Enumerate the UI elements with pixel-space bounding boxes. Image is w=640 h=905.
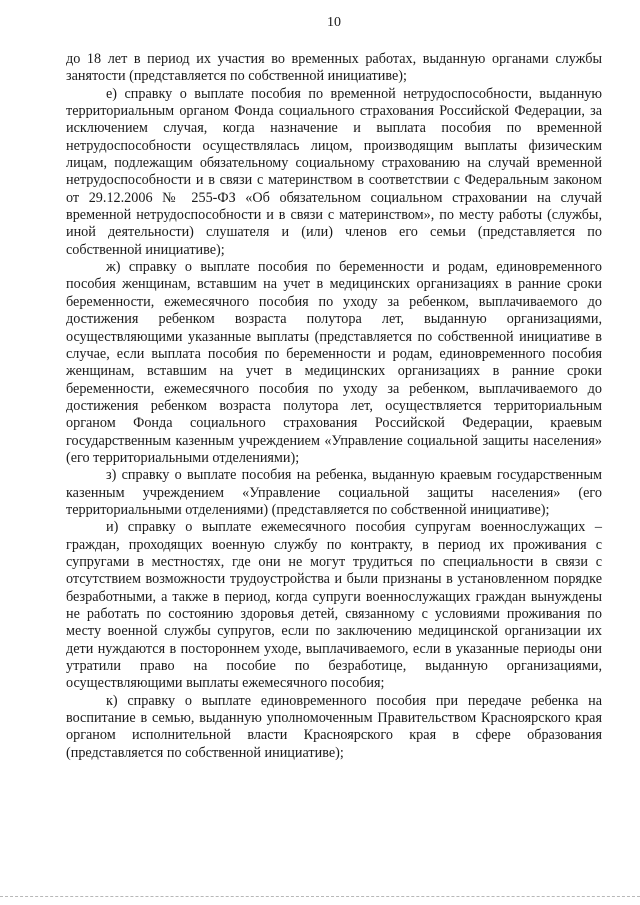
paragraph-item-i: и) справку о выплате ежемесячного пособия супругам военнослужащих – граждан, проходящих военную службу по контракту, в период их проживания с супругами в местностях, где они не могут трудиться по специальности в связи с отсутствием возможности трудоустройства и были признаны в установленном порядке безработными, а также в период, когда супруги военнослужащих граждан вынуждены не работать по состоянию здоровья детей, связанному с условиями проживания по месту военной службы супругов, если по заключению медицинской организации их дети нуждаются в постороннем уходе, выплачиваемого, если в указанные периоды они утратили право на пособие по безработице, выданную организациями, осуществляющими выплаты ежемесячного пособия; [66,519,602,692]
page-number: 10 [327,15,341,30]
paragraph-item-z: з) справку о выплате пособия на ребенка, выданную краевым государственным казенным учреждением «Управление социальной защиты населения» (его территориальными отделениями) (представляется по собственной инициативе); [66,467,602,518]
paragraph-item-e: е) справку о выплате пособия по временной нетрудоспособности, выданную территориальным органом Фонда социального страхования Российской Федерации, за исключением случая, когда назначение и выплата пособия по временной нетрудоспособности осуществлялась лицом, производящим выплаты физическим лицам, подлежащим обязательному социальному страхованию на случай временной нетрудоспособности и в связи с материнством в соответствии с Федеральным законом от 29.12.2006 № 255-ФЗ «Об обязательном социальном страховании на случай временной нетрудоспособности и в связи с материнством», по месту работы (службы, иной деятельности) слушателя и (или) членов его семьи (представляется по собственной инициативе); [66,85,602,258]
paragraph-continuation: до 18 лет в период их участия во временных работах, выданную органами службы занятости (представляется по собственной инициативе); [66,51,602,85]
scan-edge-line [0,896,640,897]
paragraph-item-zh: ж) справку о выплате пособия по беременности и родам, единовременного пособия женщинам, вставшим на учет в медицинских организациях в ранние сроки беременности, ежемесячного пособия по уходу за ребенком, выплачиваемого до достижения ребенком возраста полутора лет, выданную организациями, осуществляющими указанные выплаты (представляется по собственной инициативе в случае, если выплата пособия по беременности и родам, единовременного пособия женщинам, вставшим на учет в медицинских организациях в ранние сроки беременности, ежемесячного пособия по уходу за ребенком, выплачиваемого до достижения ребенком возраста полутора лет, осуществляется территориальным органом Фонда социального страхования Российской Федерации, краевым государственным казенным учреждением «Управление социальной защиты населения» (его территориальными отделениями); [66,259,602,466]
paragraph-item-k: к) справку о выплате единовременного пособия при передаче ребенка на воспитание в семью, выданную уполномоченным Правительством Красноярского края органом исполнительной власти Красноярского края в сфере образования (представляется по собственной инициативе); [66,692,602,761]
